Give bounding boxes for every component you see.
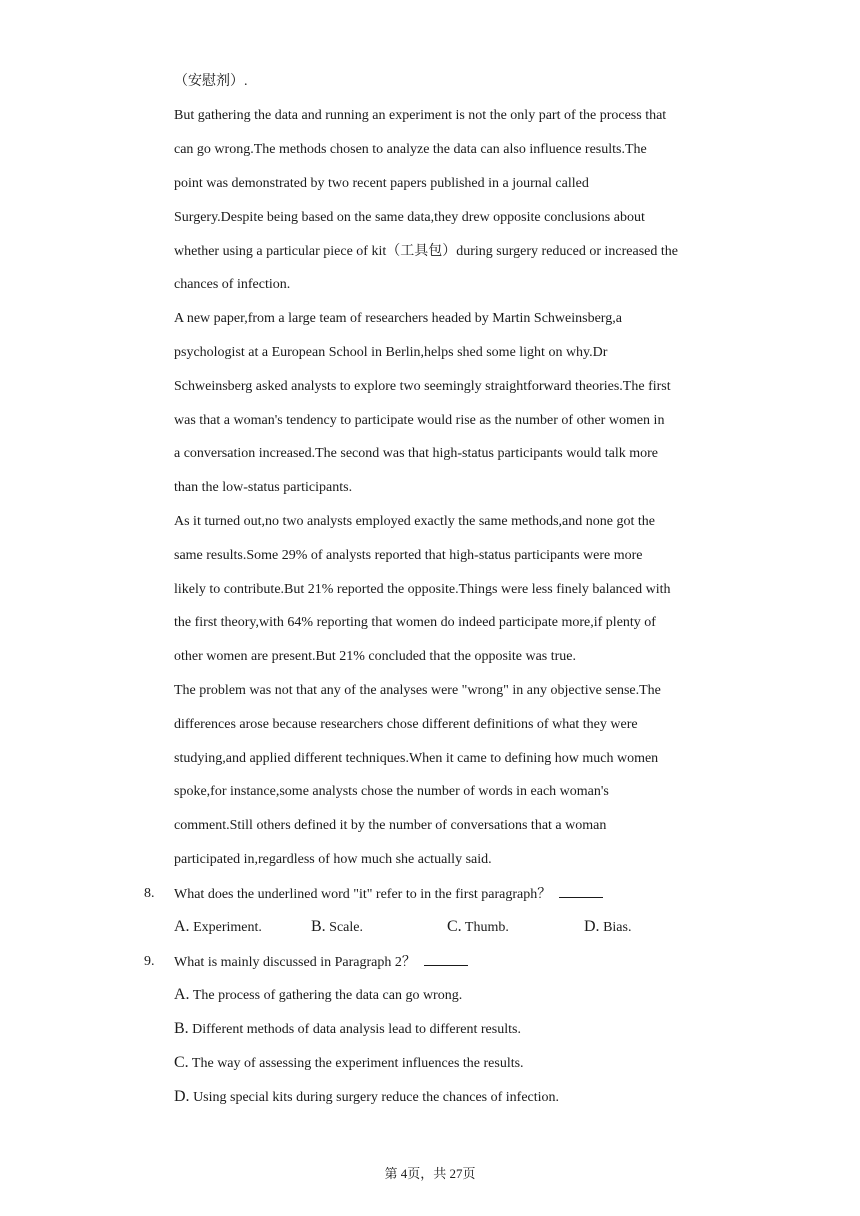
passage-line: whether using a particular piece of kit（工具包）during surgery reduced or increased the — [174, 244, 678, 259]
answer-blank[interactable] — [424, 953, 468, 966]
passage-line: （安慰剂）. — [174, 74, 248, 89]
option-c — [174, 1054, 524, 1073]
option-letter: B. — [174, 1020, 189, 1037]
passage-line: a conversation increased.The second was that high-status participants would talk more — [174, 446, 659, 461]
option-text: Experiment. — [193, 920, 262, 935]
passage-line: The problem was not that any of the analyses were "wrong" in any objective sense.The — [174, 683, 661, 698]
passage-line: was that a woman's tendency to participate would rise as the number of other women in — [174, 413, 665, 428]
option-letter: A. — [174, 918, 190, 935]
option-b — [174, 1020, 521, 1039]
passage-line: spoke,for instance,some analysts chose the number of words in each woman's — [174, 784, 609, 799]
passage-line: differences arose because researchers chose different definitions of what they were — [174, 717, 638, 732]
passage-line: studying,and applied different techniques.When it came to defining how much women — [174, 751, 659, 766]
passage-line: comment.Still others defined it by the number of conversations that a woman — [174, 818, 607, 833]
question-8-stem — [174, 885, 603, 904]
passage-line: chances of infection. — [174, 277, 291, 292]
option-d — [174, 1088, 559, 1107]
passage-line: can go wrong.The methods chosen to analyze the data can also influence results.The — [174, 142, 647, 157]
option-text: The process of gathering the data can go wrong. — [192, 988, 463, 1003]
question-text: What is mainly discussed in Paragraph 2？ — [174, 955, 416, 970]
passage-line: same results.Some 29% of analysts reported that high-status participants were more — [174, 548, 643, 563]
passage-line: likely to contribute.But 21% reported the opposite.Things were less finely balanced with — [174, 582, 671, 597]
question-number: 8. — [144, 886, 155, 901]
passage-line: the first theory,with 64% reporting that women do indeed participate more,if plenty of — [174, 615, 656, 630]
option-letter: D. — [584, 918, 600, 935]
option-c — [447, 918, 509, 937]
passage-line: But gathering the data and running an experiment is not the only part of the process that — [174, 108, 667, 123]
passage-line: psychologist at a European School in Berlin,helps shed some light on why.Dr — [174, 345, 608, 360]
passage-line: than the low-status participants. — [174, 480, 353, 495]
option-letter: D. — [174, 1088, 190, 1105]
page-footer: 第 4页，共 27页 — [384, 1166, 476, 1181]
option-text: The way of assessing the experiment influences the results. — [191, 1056, 524, 1071]
option-letter: A. — [174, 986, 190, 1003]
passage-line: A new paper,from a large team of researchers headed by Martin Schweinsberg,a — [174, 311, 622, 326]
passage-line: participated in,regardless of how much she actually said. — [174, 852, 492, 867]
passage-line: As it turned out,no two analysts employed exactly the same methods,and none got the — [174, 514, 655, 529]
passage-line: Surgery.Despite being based on the same data,they drew opposite conclusions about — [174, 210, 645, 225]
passage-line: other women are present.But 21% concluded that the opposite was true. — [174, 649, 576, 664]
option-letter: B. — [311, 918, 326, 935]
question-9-stem — [174, 953, 468, 972]
passage-line: Schweinsberg asked analysts to explore two seemingly straightforward theories.The first — [174, 379, 671, 394]
option-d — [584, 918, 631, 937]
question-text: What does the underlined word "it" refer to in the first paragraph？ — [174, 887, 552, 902]
option-letter: C. — [174, 1054, 189, 1071]
option-letter: C. — [447, 918, 462, 935]
option-a — [174, 986, 462, 1005]
question-number: 9. — [144, 954, 155, 969]
option-text: Thumb. — [464, 920, 509, 935]
option-b — [311, 918, 363, 937]
passage-line: point was demonstrated by two recent papers published in a journal called — [174, 176, 589, 191]
option-text: Using special kits during surgery reduce the chances of infection. — [193, 1090, 560, 1105]
option-text: Scale. — [329, 920, 363, 935]
option-text: Different methods of data analysis lead to different results. — [192, 1022, 521, 1037]
option-text: Bias. — [603, 920, 632, 935]
answer-blank[interactable] — [559, 885, 603, 898]
option-a — [174, 918, 262, 937]
